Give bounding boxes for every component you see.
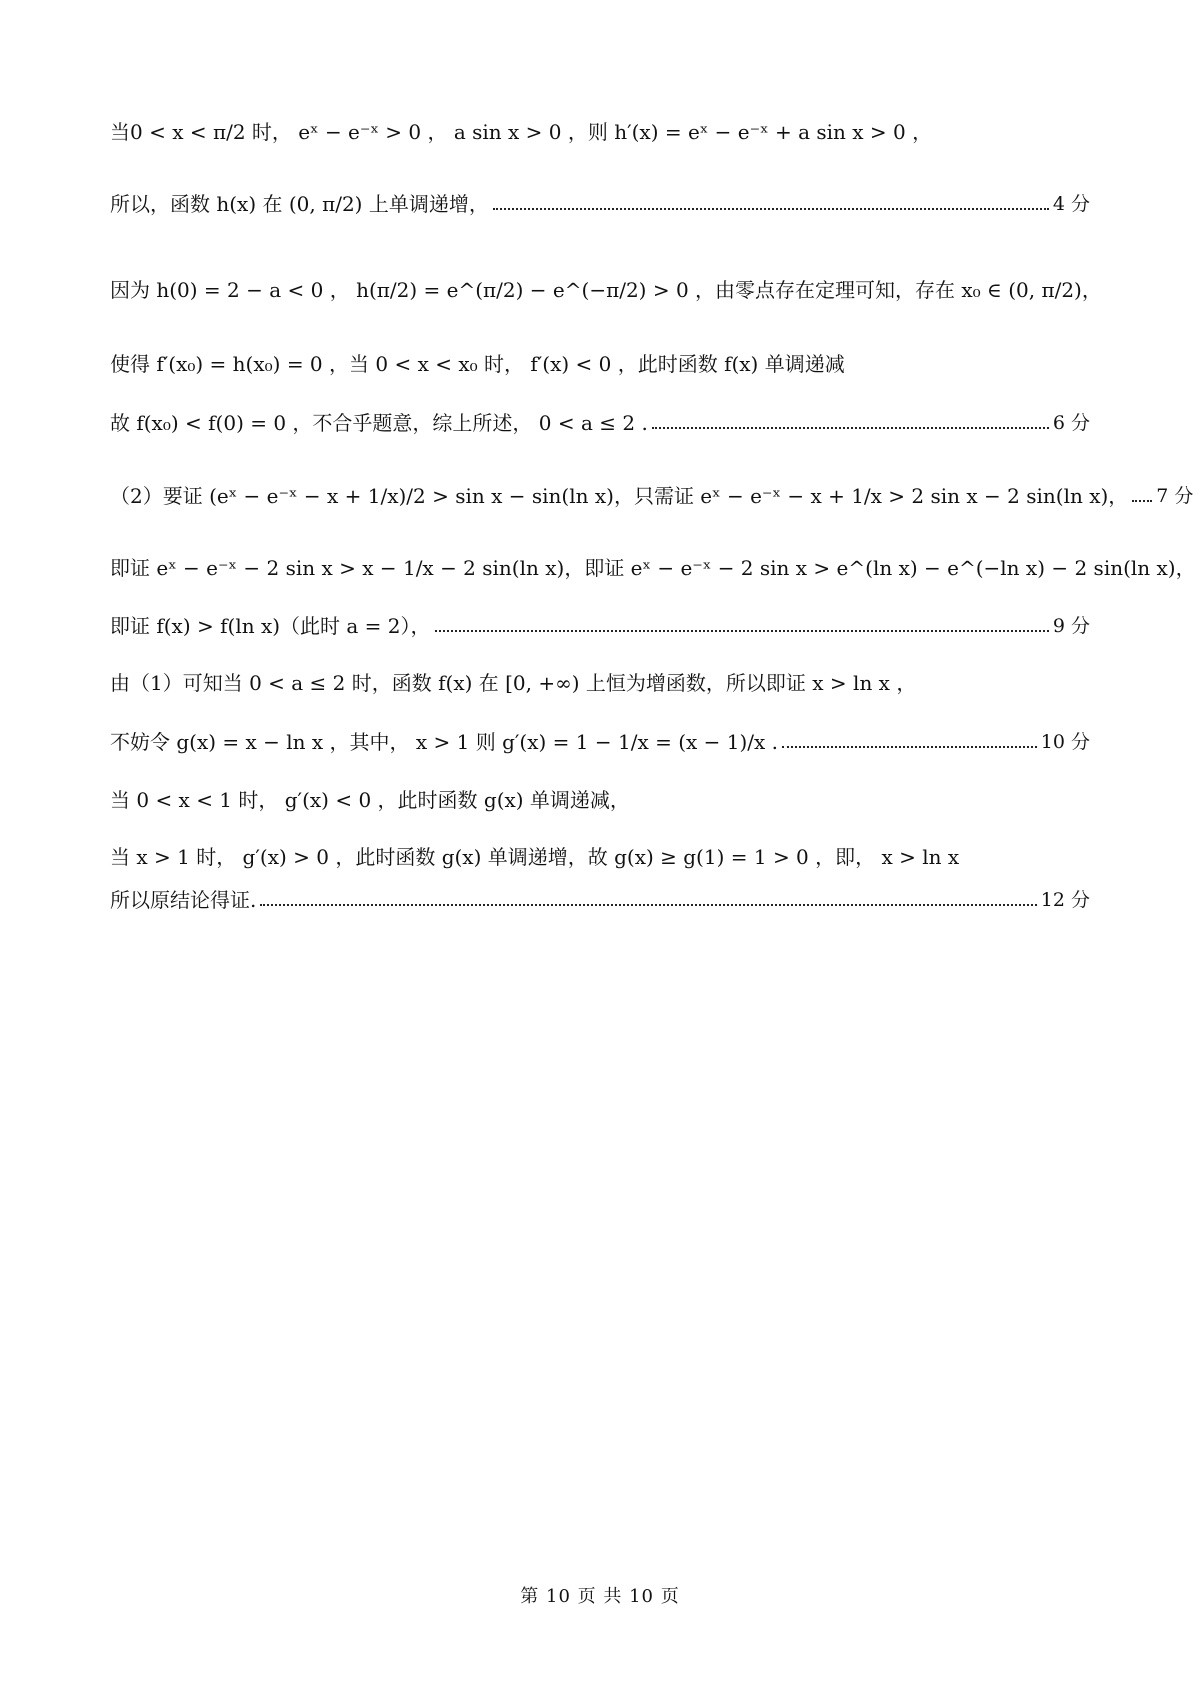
- line-text: 不妨令 g(x) = x − ln x ，其中， x > 1 则 g′(x) = 1 − 1/x = (x − 1)/x .: [110, 730, 779, 754]
- score-label: 12 分: [1040, 889, 1090, 911]
- dotted-leader: [782, 744, 1037, 748]
- line-text: 使得 f′(x₀) = h(x₀) = 0 ，当 0 < x < x₀ 时， f′(x) < 0 ，此时函数 f(x) 单调递减: [110, 352, 845, 376]
- solution-line-11: [110, 786, 1090, 814]
- line-text: 由（1）可知当 0 < a ≤ 2 时，函数 f(x) 在 [0, +∞) 上恒为增函数，所以即证 x > ln x ，: [110, 671, 917, 695]
- dotted-leader: [435, 628, 1049, 632]
- line-text: 因为 h(0) = 2 − a < 0 ， h(π/2) = e^(π/2) − e^(−π/2) > 0 ，由零点存在定理可知，存在 x₀ ∈ (0, π/2)，: [110, 278, 1102, 302]
- line-text: 故 f(x₀) < f(0) = 0 ，不合乎题意，综上所述， 0 < a ≤ 2 .: [110, 411, 648, 435]
- score-label: 10 分: [1040, 731, 1090, 753]
- solution-line-5: [110, 409, 1090, 437]
- dotted-leader: [493, 206, 1049, 210]
- dotted-leader: [1132, 498, 1152, 502]
- score-label: 9 分: [1052, 615, 1090, 637]
- solution-line-8: [110, 612, 1090, 640]
- line-text: 当 0 < x < 1 时， g′(x) < 0 ，此时函数 g(x) 单调递减，: [110, 788, 630, 812]
- dotted-leader: [652, 425, 1049, 429]
- line-text: 即证 eˣ − e⁻ˣ − 2 sin x > x − 1/x − 2 sin(ln x)，即证 eˣ − e⁻ˣ − 2 sin x > e^(ln x) − e^(−ln x) − 2 sin(ln x)，: [110, 556, 1196, 580]
- solution-line-13: [110, 886, 1090, 914]
- line-text: 当0 < x < π/2 时， eˣ − e⁻ˣ > 0 ， a sin x > 0 ，则 h′(x) = eˣ − e⁻ˣ + a sin x > 0 ，: [110, 120, 933, 144]
- solution-line-4: [110, 350, 1090, 378]
- line-text: 所以，函数 h(x) 在 (0, π/2) 上单调递增，: [110, 192, 489, 216]
- solution-line-12: [110, 843, 1090, 871]
- line-text: （2）要证 (eˣ − e⁻ˣ − x + 1/x)/2 > sin x − sin(ln x)，只需证 eˣ − e⁻ˣ − x + 1/x > 2 sin x − 2 sin(ln x)，: [110, 484, 1129, 508]
- line-text: 即证 f(x) > f(ln x)（此时 a = 2），: [110, 614, 431, 638]
- solution-line-1: [110, 118, 1090, 146]
- page-footer: 第 10 页 共 10 页: [520, 1586, 680, 1607]
- score-label: 4 分: [1052, 193, 1090, 215]
- line-text: 当 x > 1 时， g′(x) > 0 ，此时函数 g(x) 单调递增，故 g(x) ≥ g(1) = 1 > 0 ，即， x > ln x: [110, 845, 960, 869]
- solution-line-3: [110, 276, 1102, 304]
- solution-line-6: [110, 482, 1194, 510]
- solution-line-2: [110, 190, 1090, 218]
- solution-line-7: [110, 554, 1196, 582]
- line-text: 所以原结论得证.: [110, 888, 257, 912]
- score-label: 7 分: [1156, 485, 1194, 507]
- solution-line-10: [110, 728, 1090, 756]
- dotted-leader: [260, 902, 1036, 906]
- solution-line-9: [110, 669, 1090, 697]
- score-label: 6 分: [1052, 412, 1090, 434]
